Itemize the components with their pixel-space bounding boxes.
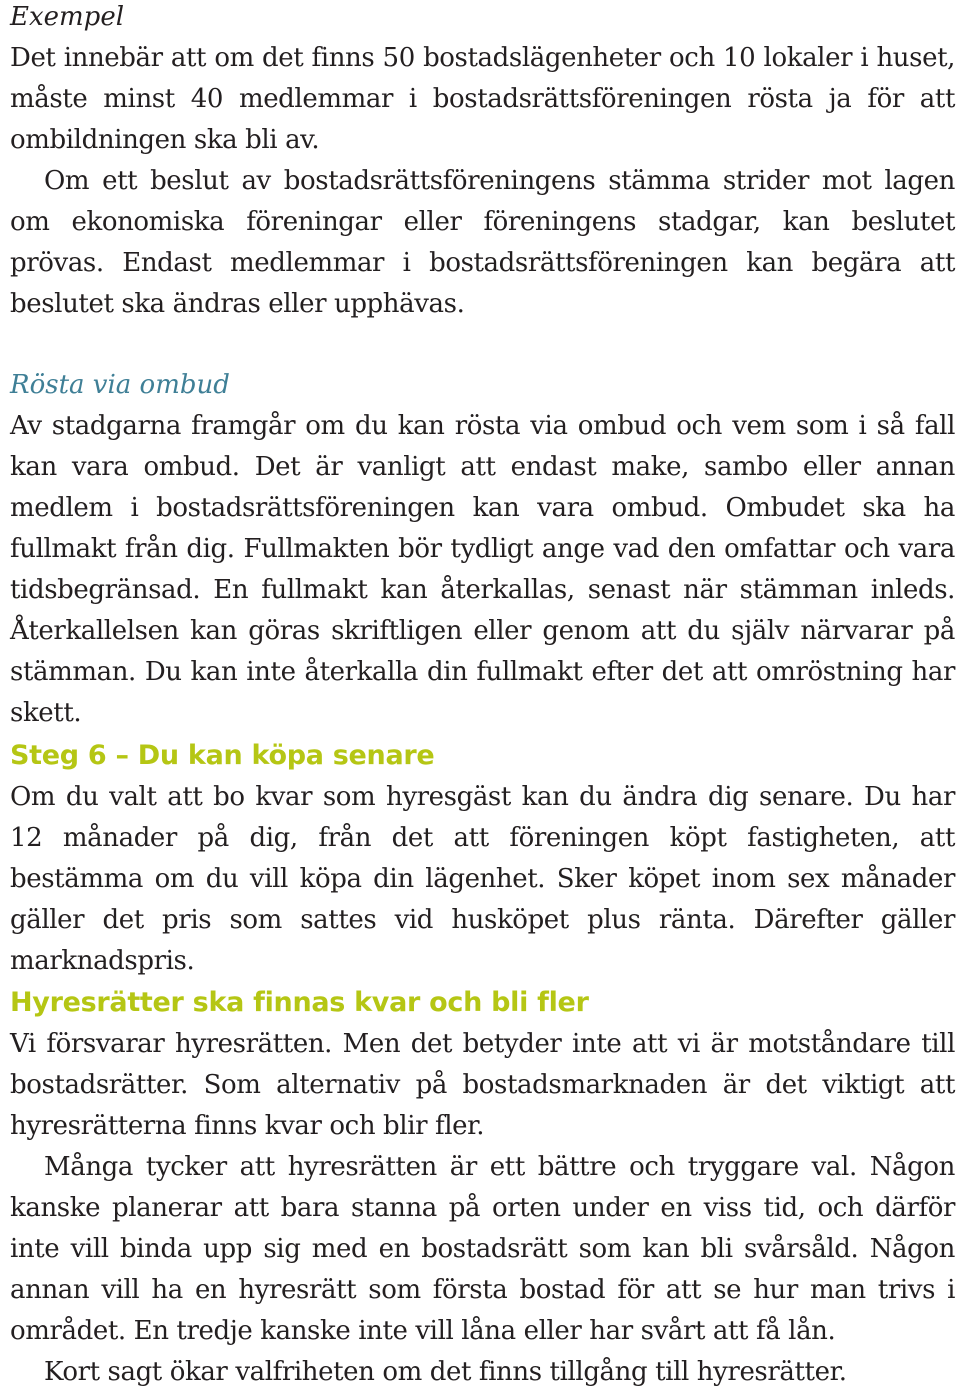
step6-paragraph: Om du valt att bo kvar som hyresgäst kan du ändra dig senare. Du har 12 månader på dig, från det att föreningen köpt fastigheten, att bestämma om du vill köpa din lägenhet. Sker köpet inom sex månader gäller det pris som sattes vid husköpet plus ränta. Därefter gäller marknadspris. <box>10 782 955 976</box>
rentals-section <box>10 983 955 1393</box>
step6-section <box>10 736 955 982</box>
proxy-paragraph: Av stadgarna framgår om du kan rösta via ombud och vem som i så fall kan vara ombud. Det är vanligt att endast make, sambo eller annan medlem i bostadsrättsföreningen kan vara ombud. Ombudet ska ha fullmakt från dig. Fullmakten bör tydligt ange vad den omfattar och vara tidsbegränsad. En fullmakt kan återkallas, senast när stämman inleds. Återkallelsen kan göras skriftligen eller genom att du själv närvarar på stämman. Du kan inte återkalla din fullmakt efter det att omröstning har skett. <box>10 411 955 728</box>
proxy-label: Rösta via ombud <box>10 370 230 400</box>
rentals-heading: Hyresrätter ska finnas kvar och bli fler <box>10 987 589 1018</box>
ruling-paragraph: Om ett beslut av bostadsrättsföreningens stämma strider mot lagen om ekonomiska föreningar eller föreningens stadgar, kan beslutet prövas. Endast medlemmar i bostadsrättsföreningen kan begära att beslutet ska ändras eller upphävas. <box>10 166 955 319</box>
rentals-paragraph-1: Vi försvarar hyresrätten. Men det betyder inte att vi är motståndare till bostadsrätter. Som alternativ på bostadsmarknaden är det viktigt att hyresrätterna finns kvar och blir fler. <box>10 1029 955 1141</box>
rentals-paragraph-2: Många tycker att hyresrätten är ett bättre och tryggare val. Någon kanske planerar att bara stanna på orten under en viss tid, och därför inte vill binda upp sig med en bostadsrätt som kan bli svårsåld. Någon annan vill ha en hyresrätt som första bostad för att se hur man trivs i området. En tredje kanske inte vill låna eller har svårt att få lån. <box>10 1152 955 1346</box>
proxy-section <box>10 368 955 734</box>
example-section <box>10 0 955 325</box>
step6-heading: Steg 6 – Du kan köpa senare <box>10 740 435 771</box>
example-paragraph: Det innebär att om det finns 50 bostadslägenheter och 10 lokaler i huset, måste minst 40 medlemmar i bostadsrättsföreningen rösta ja för att ombildningen ska bli av. <box>10 43 955 155</box>
rentals-paragraph-3: Kort sagt ökar valfriheten om det finns tillgång till hyresrätter. <box>44 1357 847 1387</box>
example-label: Exempel <box>10 2 125 32</box>
